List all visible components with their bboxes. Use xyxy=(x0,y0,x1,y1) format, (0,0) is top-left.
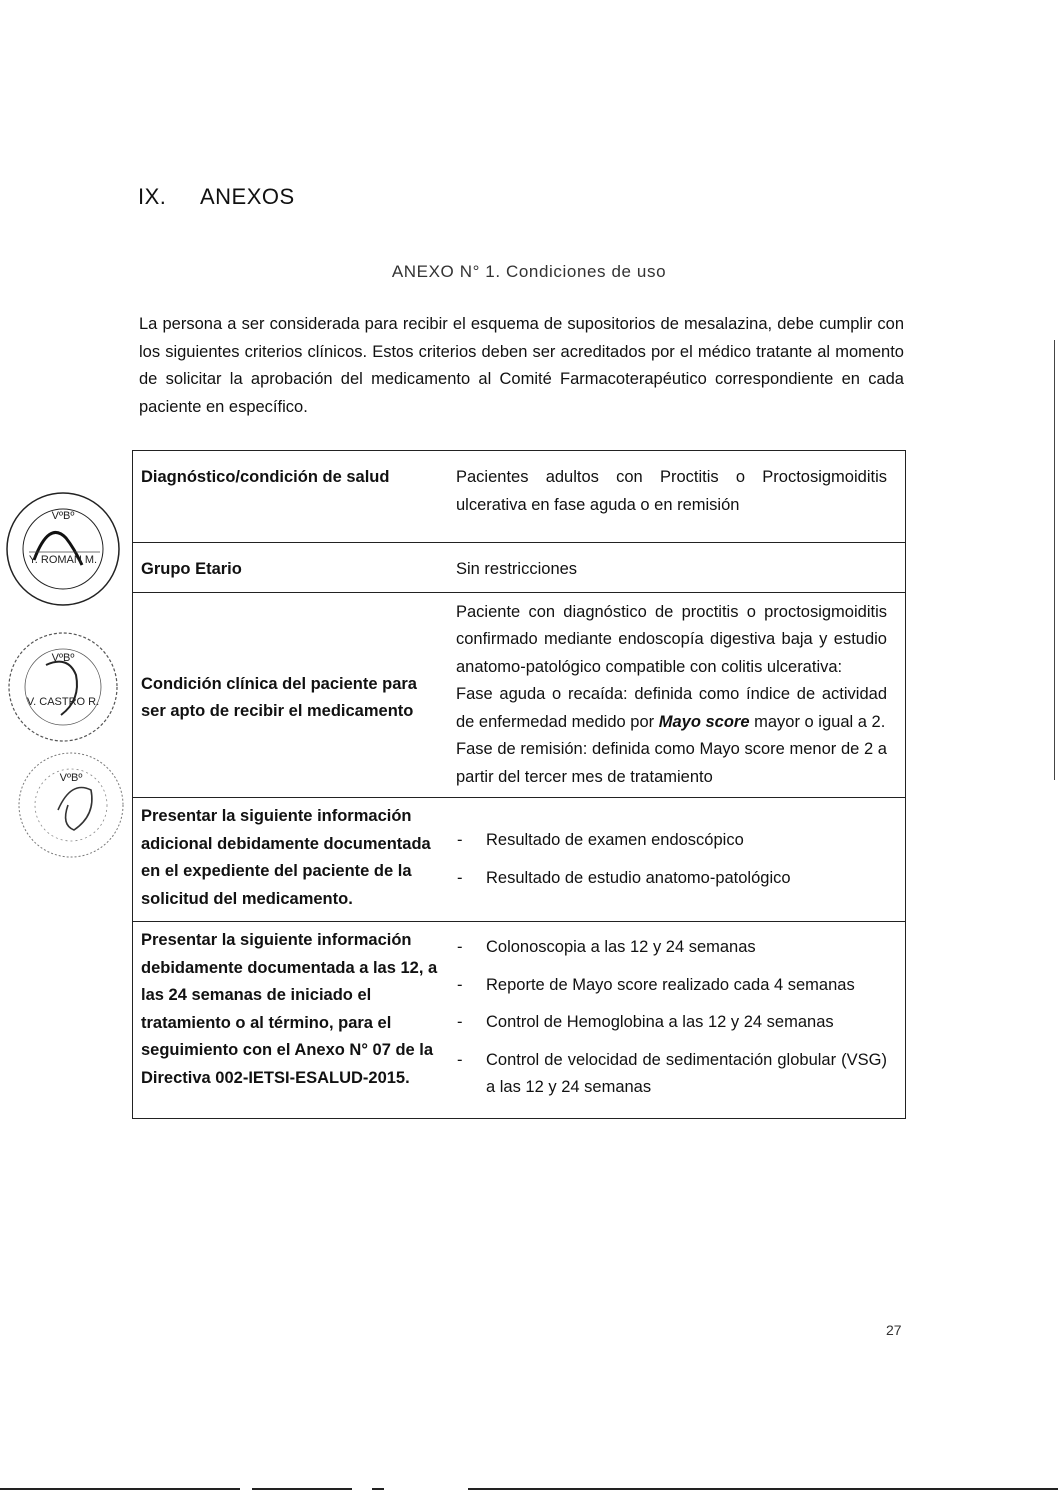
acute-phase-tail: mayor o igual a 2. xyxy=(754,712,886,731)
mayo-score-emphasis: Mayo score xyxy=(658,712,750,731)
row-label: Presentar la siguiente información debidamente documentada a las 12, a las 24 semanas de iniciado el tratamiento o al término, para el seguimiento con el Anexo N° 07 de la Directiva 002-IETSI-ESALUD-2015. xyxy=(133,922,450,1119)
list-item: - Resultado de estudio anatomo-patológico xyxy=(456,865,887,893)
condition-intro: Paciente con diagnóstico de proctitis o proctosigmoiditis confirmado mediante endoscopía digestiva baja y estudio anatomo-patológico compatible con colitis ulcerativa: xyxy=(456,602,887,676)
seal-icon xyxy=(6,630,120,744)
list-item: - Reporte de Mayo score realizado cada 4 semanas xyxy=(456,972,887,1000)
table-row xyxy=(133,922,906,1119)
section-number: IX. xyxy=(138,184,167,209)
scan-edge-line xyxy=(0,1488,240,1490)
row-label: Presentar la siguiente información adicional debidamente documentada en el expediente del paciente de la solicitud del medicamento. xyxy=(133,798,450,922)
seal-icon xyxy=(16,750,126,860)
intro-paragraph: La persona a ser considerada para recibir el esquema de supositorios de mesalazina, debe cumplir con los siguientes criterios clínicos. Estos criterios deben ser acreditados por el médico tratante al momento de solicitar la aprobación del medicamento al Comité Farmacoterapéutico correspondiente en cada paciente en específico. xyxy=(139,315,904,416)
section-title: ANEXOS xyxy=(200,184,295,209)
bullet-list xyxy=(456,827,887,893)
stamp-name: Y. ROMAN M. xyxy=(28,554,98,566)
acute-phase xyxy=(456,681,887,736)
conditions-table xyxy=(132,450,906,1119)
annex-title: ANEXO N° 1. Condiciones de uso xyxy=(391,262,667,281)
approval-stamp-roman xyxy=(4,490,122,608)
row-label: Condición clínica del paciente para ser apto de recibir el medicamento xyxy=(133,592,450,798)
row-value xyxy=(449,922,906,1119)
row-value xyxy=(449,592,906,798)
list-item: - Colonoscopia a las 12 y 24 semanas xyxy=(456,934,887,962)
stamp-initials: VºBº xyxy=(59,772,83,784)
table-row xyxy=(133,798,906,922)
list-item: - Control de velocidad de sedimentación globular (VSG) a las 12 y 24 semanas xyxy=(456,1047,887,1102)
stamp-name: V. CASTRO R. xyxy=(26,696,100,708)
list-item: - Control de Hemoglobina a las 12 y 24 semanas xyxy=(456,1009,887,1037)
section-heading xyxy=(138,184,295,210)
remission-phase: Fase de remisión: definida como Mayo score menor de 2 a partir del tercer mes de tratamiento xyxy=(456,740,887,786)
bullet-list xyxy=(456,934,887,1102)
scan-edge-line xyxy=(372,1488,384,1490)
row-value xyxy=(449,798,906,922)
row-label: Diagnóstico/condición de salud xyxy=(133,451,450,543)
table-row xyxy=(133,592,906,798)
stamp-initials: VºBº xyxy=(51,510,75,522)
table-row xyxy=(133,451,906,543)
row-label: Grupo Etario xyxy=(133,543,450,593)
approval-stamp-third xyxy=(16,750,126,860)
scan-edge-line xyxy=(468,1488,1058,1490)
approval-stamp-castro xyxy=(6,630,120,744)
row-value: Sin restricciones xyxy=(449,543,906,593)
acute-phase-text: Fase aguda o recaída: definida como índice de actividad de enfermedad medido por xyxy=(456,685,887,731)
seal-icon xyxy=(4,490,122,608)
row-value: Pacientes adultos con Proctitis o Proctosigmoiditis ulcerativa en fase aguda o en remisión xyxy=(449,451,906,543)
page-number: 27 xyxy=(886,1322,902,1338)
stamp-initials: VºBº xyxy=(51,652,75,664)
list-item: - Resultado de examen endoscópico xyxy=(456,827,887,855)
scan-edge-line xyxy=(252,1488,352,1490)
table-row xyxy=(133,543,906,593)
scan-margin-line xyxy=(1054,340,1055,780)
